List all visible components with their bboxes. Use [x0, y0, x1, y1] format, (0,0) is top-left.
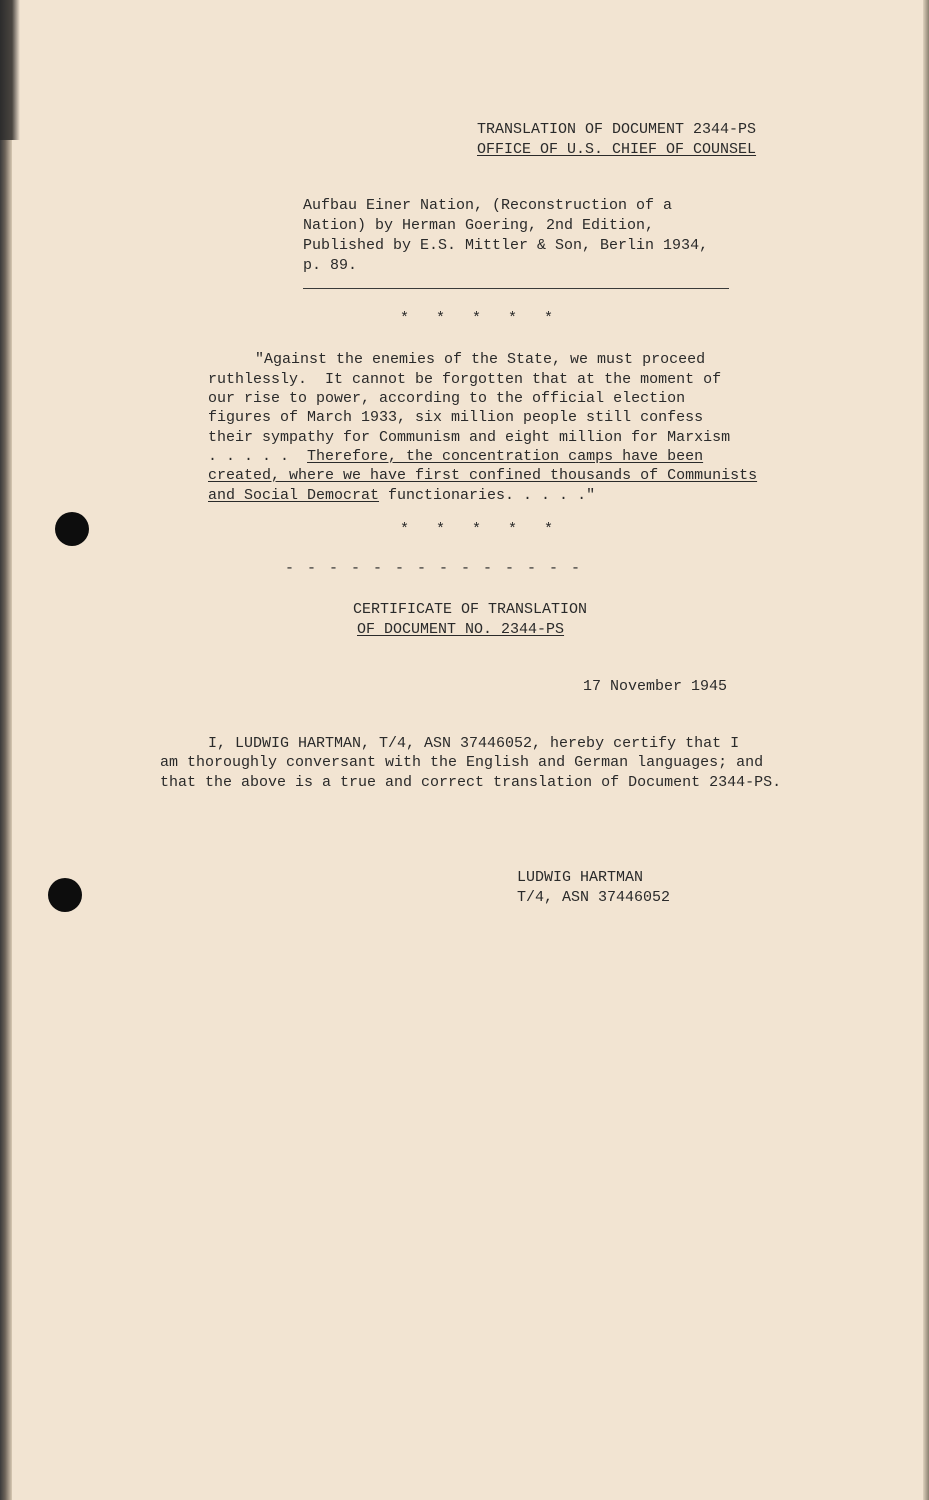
quote-ending: functionaries. . . . .": [379, 487, 596, 504]
quote-line-1: "Against the enemies of the State, we must proceed: [255, 351, 706, 368]
page-right-edge: [923, 0, 929, 1500]
header-title: TRANSLATION OF DOCUMENT 2344-PS: [477, 121, 757, 138]
certificate-body-2: am thoroughly conversant with the English and German languages; and: [160, 754, 764, 771]
certificate-date: 17 November 1945: [583, 678, 728, 695]
page-left-edge: [0, 0, 12, 1500]
punch-hole-lower: [48, 878, 82, 912]
quote-line-8: [208, 486, 595, 506]
page-left-edge-shadow: [0, 0, 20, 140]
separator-stars-top: * * * * *: [400, 310, 554, 327]
quote-line-6: [208, 447, 703, 467]
certificate-body-3: that the above is a true and correct translation of Document 2344-PS.: [160, 774, 782, 791]
punch-hole-upper: [55, 512, 89, 546]
source-rule: [303, 288, 729, 289]
certificate-subtitle: OF DOCUMENT NO. 2344-PS: [357, 621, 565, 638]
quote-line-4: figures of March 1933, six million people still confess: [208, 409, 704, 426]
quote-line-7: created, where we have first confined thousands of Communists: [208, 467, 758, 484]
dash-separator: - - - - - - - - - - - - - -: [285, 560, 583, 577]
source-line-2: Nation) by Herman Goering, 2nd Edition,: [303, 217, 655, 234]
source-line-4: p. 89.: [303, 257, 358, 274]
source-line-1: Aufbau Einer Nation, (Reconstruction of a: [303, 197, 673, 214]
certificate-body-1: I, LUDWIG HARTMAN, T/4, ASN 37446052, hereby certify that I: [208, 735, 740, 752]
quote-underlined-3: and Social Democrat: [208, 487, 380, 504]
header-office: OFFICE OF U.S. CHIEF OF COUNSEL: [477, 141, 757, 158]
signature-rank: T/4, ASN 37446052: [517, 889, 671, 906]
separator-stars-bottom: * * * * *: [400, 521, 554, 538]
quote-line-3: our rise to power, according to the official election: [208, 390, 686, 407]
signature-name: LUDWIG HARTMAN: [517, 869, 644, 886]
quote-underlined-1: Therefore, the concentration camps have been: [307, 448, 704, 465]
quote-line-2: ruthlessly. It cannot be forgotten that at the moment of: [208, 371, 722, 388]
quote-ellipsis: . . . . .: [208, 448, 308, 465]
certificate-title: CERTIFICATE OF TRANSLATION: [353, 601, 588, 618]
source-line-3: Published by E.S. Mittler & Son, Berlin 1934,: [303, 237, 709, 254]
quote-line-5: their sympathy for Communism and eight million for Marxism: [208, 429, 731, 446]
